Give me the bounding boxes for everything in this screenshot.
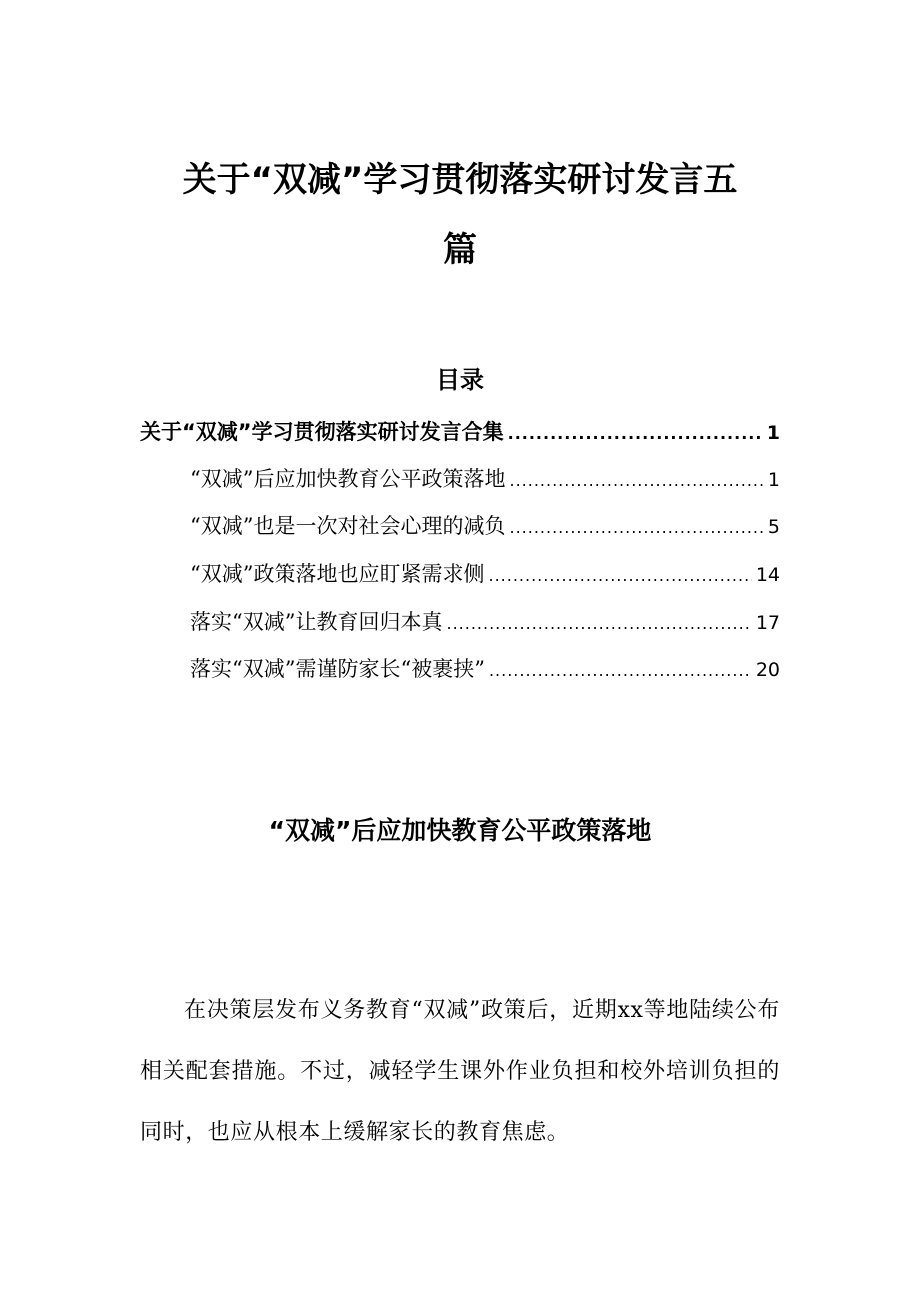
- section-title: “双减”后应加快教育公平政策落地: [268, 816, 652, 845]
- toc-entry-2[interactable]: [190, 462, 780, 496]
- toc-entry-4[interactable]: [190, 557, 780, 591]
- toc-leader-dots: [508, 417, 763, 451]
- toc-entry-text: 关于“双减”学习贯彻落实研讨发言合集: [140, 420, 504, 444]
- toc-entry-text: “双减”也是一次对社会心理的减负: [190, 514, 506, 538]
- document-title-line-1: 关于“双减”学习贯彻落实研讨发言五: [182, 160, 738, 200]
- toc-entry-page: 5: [767, 516, 780, 538]
- body-paragraph: 在决策层发布义务教育“双减”政策后，近期xx等地陆续公布相关配套措施。不过，减轻学生课外作业负担和校外培训负担的同时，也应从根本上缓解家长的教育焦虑。: [140, 998, 780, 1145]
- toc-entry-5[interactable]: [190, 605, 780, 639]
- toc-entry-text: 落实“双减”需谨防家长“被裹挟”: [190, 657, 485, 681]
- toc-entry-text: “双减”政策落地也应盯紧需求侧: [190, 562, 485, 586]
- toc-leader-dots: [489, 654, 752, 688]
- toc-entry-text: 落实“双减”让教育回归本真: [190, 610, 443, 634]
- document-title-line-2: 篇: [443, 230, 477, 270]
- toc-entry-page: 1: [766, 422, 780, 444]
- toc-leader-dots: [509, 464, 763, 498]
- toc-entry-page: 17: [755, 612, 780, 634]
- toc-entry-1[interactable]: [140, 415, 780, 449]
- toc-leader-dots: [446, 607, 751, 641]
- toc-leader-dots: [488, 559, 751, 593]
- toc-entry-6[interactable]: [190, 652, 780, 686]
- toc-entry-page: 1: [767, 469, 780, 491]
- toc-entry-page: 14: [755, 564, 780, 586]
- toc-entry-page: 20: [755, 659, 780, 681]
- toc-entry-text: “双减”后应加快教育公平政策落地: [190, 467, 506, 491]
- toc-heading: 目录: [436, 365, 484, 394]
- toc-entry-3[interactable]: [190, 509, 780, 543]
- toc-leader-dots: [509, 511, 763, 545]
